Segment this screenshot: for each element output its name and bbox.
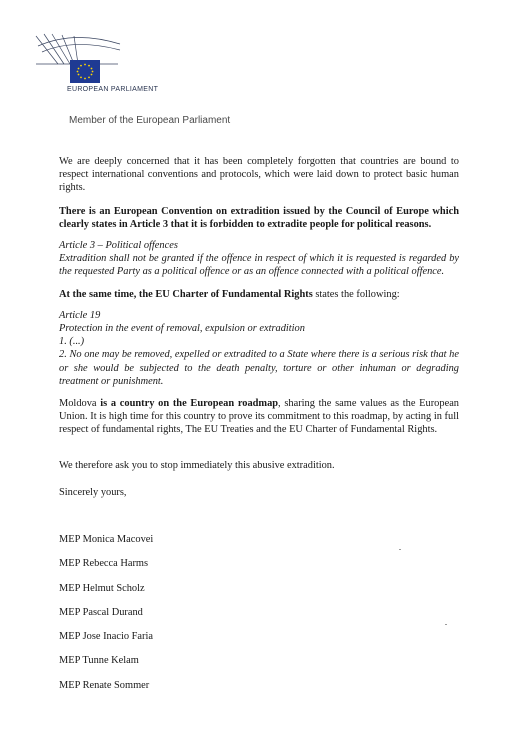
article19-title: Article 19 <box>59 309 101 321</box>
signer: MEP Pascal Durand <box>59 606 143 618</box>
convention-paragraph: There is an European Convention on extradition issued by the Council of Europe which clearly states in Article 3 that it is forbidden to extradite people for political reasons. <box>59 205 459 230</box>
closing-request: We therefore ask you to stop immediately this abusive extradition. <box>59 460 335 471</box>
moldova-rest: , sharing the same values as the European Union. It is high time for this country to prove its commitment to this roadmap, by acting in full respect of fundamental rights, The EU Treaties and the EU Charter of Fundamental Rights. <box>59 398 459 436</box>
salutation: Sincerely yours, <box>59 487 127 498</box>
signer: MEP Monica Macovei <box>59 534 154 545</box>
moldova-paragraph <box>59 397 459 437</box>
concern-paragraph: We are deeply concerned that it has been completely forgotten that countries are bound to respect international conventions and protocols, which were laid down to protect basic human rights. <box>59 156 459 194</box>
letter-body <box>59 155 459 445</box>
european-parliament-logo <box>34 24 144 94</box>
signer: MEP Tunne Kelam <box>59 655 139 667</box>
signer-list <box>59 533 153 703</box>
article19-item2: 2. No one may be removed, expelled or extradited to a State where there is a serious risk that he or she would be subjected to the death penalty, torture or other inhuman or degrading treatment or punishment. <box>59 349 459 387</box>
article3-text: Extradition shall not be granted if the offence in respect of which it is requested is regarded by the requested Party as a political offence or as an offence connected with a political offence. <box>59 253 459 278</box>
article3-quote <box>59 239 459 279</box>
moldova-bold: is a country on the European roadmap <box>100 398 279 410</box>
article3-title: Article 3 – Political offences <box>59 240 178 252</box>
signer: MEP Helmut Scholz <box>59 582 145 594</box>
charter-bold: At the same time, the EU Charter of Fundamental Rights <box>59 288 313 300</box>
charter-rest: states the following: <box>312 288 400 300</box>
article19-item1: 1. (...) <box>59 336 85 348</box>
logo-caption: EUROPEAN PARLIAMENT <box>67 86 159 93</box>
charter-paragraph <box>59 288 459 301</box>
member-line: Member of the European Parliament <box>69 115 231 126</box>
scan-speck <box>445 624 447 625</box>
signer: MEP Jose Inacio Faria <box>59 631 153 643</box>
scan-speck <box>399 549 401 550</box>
article19-subtitle: Protection in the event of removal, expulsion or extradition <box>59 323 305 335</box>
closing <box>59 459 335 499</box>
article19-quote <box>59 309 459 388</box>
signer: MEP Rebecca Harms <box>59 558 149 570</box>
moldova-start: Moldova <box>59 398 101 410</box>
signer: MEP Renate Sommer <box>59 679 150 691</box>
